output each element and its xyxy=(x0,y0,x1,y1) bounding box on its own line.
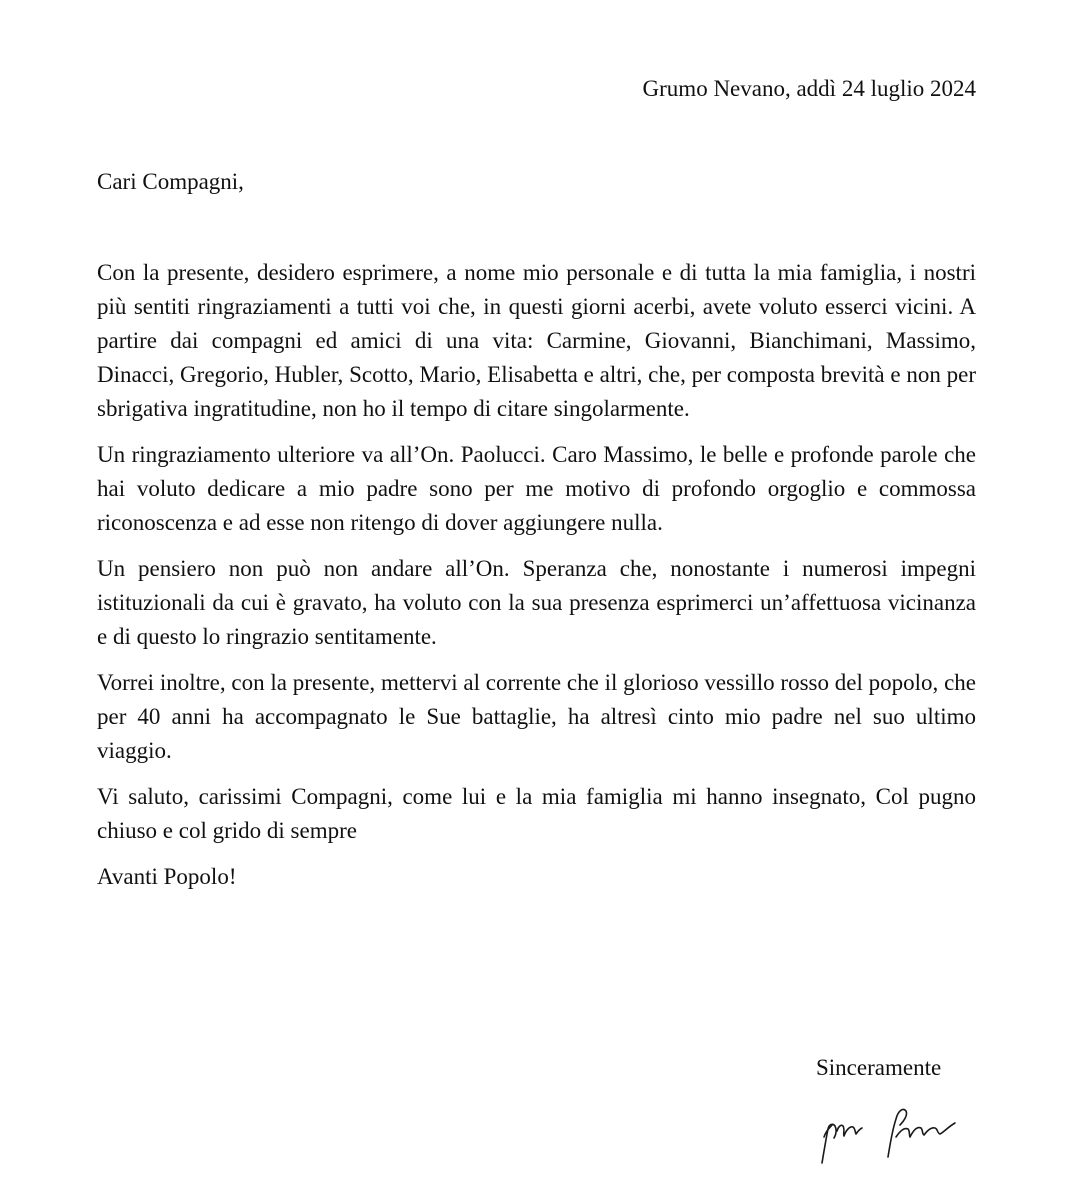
letter-body xyxy=(97,256,976,906)
signature-icon xyxy=(810,1093,970,1173)
paragraph-paolucci: Un ringraziamento ulteriore va all’On. Paolucci. Caro Massimo, le belle e profonde parole che hai voluto dedicare a mio padre sono per me motivo di profondo orgoglio e commossa riconoscenza e ad esse non ritengo di dover aggiungere nulla. xyxy=(97,442,976,535)
paragraph-saluto: Vi saluto, carissimi Compagni, come lui e la mia famiglia mi hanno insegnato, Col pugno chiuso e col grido di sempre xyxy=(97,784,976,843)
letter-salutation: Cari Compagni, xyxy=(97,169,244,194)
letter-dateline: Grumo Nevano, addì 24 luglio 2024 xyxy=(642,76,976,101)
letter-closing: Sinceramente xyxy=(816,1055,942,1080)
paragraph-vessillo: Vorrei inoltre, con la presente, mettervi al corrente che il glorioso vessillo rosso del popolo, che per 40 anni ha accompagnato le Sue battaglie, ha altresì cinto mio padre nel suo ultimo viaggio. xyxy=(97,670,976,763)
paragraph-speranza: Un pensiero non può non andare all’On. Speranza che, nonostante i numerosi impegni istituzionali da cui è gravato, ha voluto con la sua presenza esprimerci un’affettuosa vicinanza e di questo lo ringrazio sentitamente. xyxy=(97,556,976,649)
paragraph-thanks: Con la presente, desidero esprimere, a nome mio personale e di tutta la mia famiglia, i nostri più sentiti ringraziamenti a tutti voi che, in questi giorni acerbi, avete voluto esserci vicini. A partire dai compagni ed amici di una vita: Carmine, Giovanni, Bianchimani, Massimo, Dinacci, Gregorio, Hubler, Scotto, Mario, Elisabetta e altri, che, per composta brevità e non per sbrigativa ingratitudine, non ho il tempo di citare singolarmente. xyxy=(97,260,976,421)
paragraph-avanti-popolo: Avanti Popolo! xyxy=(97,864,237,889)
